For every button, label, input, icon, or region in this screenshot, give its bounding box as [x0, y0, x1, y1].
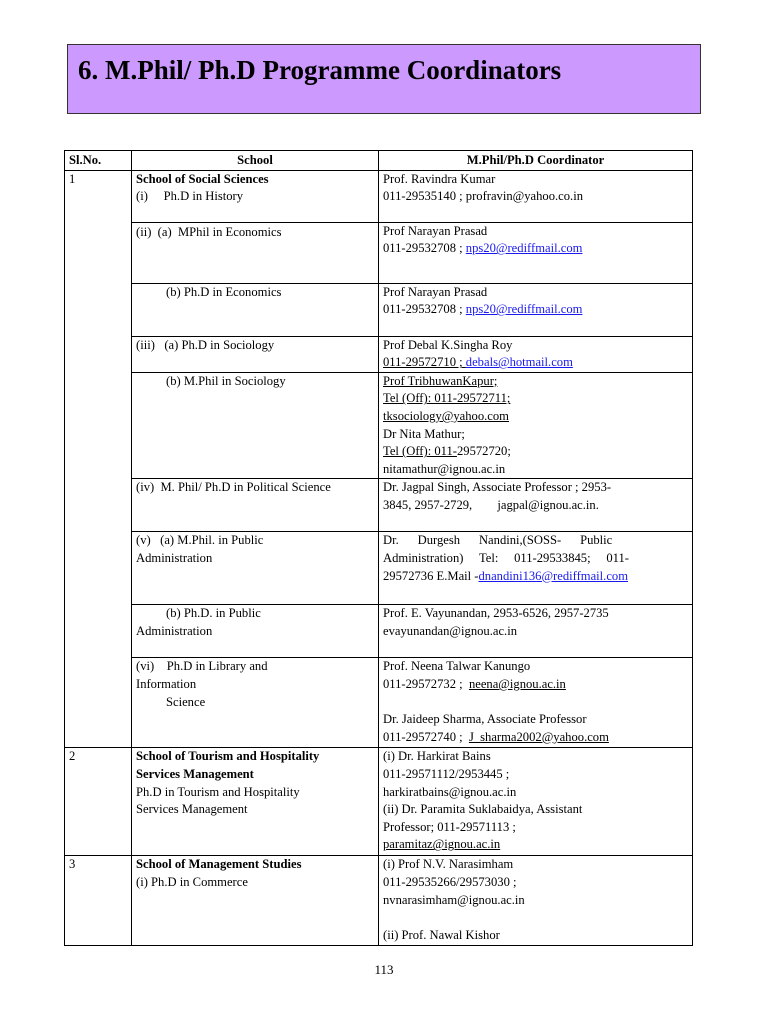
- table-row: [65, 283, 693, 336]
- phone-text: 011-29532708 ;: [383, 302, 466, 317]
- coordinator-cell: [379, 748, 693, 856]
- coordinator-cell: [379, 532, 693, 605]
- programme: Administration: [136, 623, 213, 638]
- programme: (ii) (a) MPhil in Economics: [136, 224, 282, 239]
- programme: Ph.D in Tourism and Hospitality: [136, 784, 300, 799]
- coordinator-cell: [379, 479, 693, 532]
- coordinator-email: nitamathur@ignou.ac.in: [383, 461, 506, 476]
- coordinator-cell: [379, 658, 693, 748]
- school-cell: [132, 532, 379, 605]
- coordinators-table: [64, 150, 693, 946]
- coordinator-email: evayunandan@ignou.ac.in: [383, 623, 517, 638]
- coordinator-name: Prof Narayan Prasad: [383, 223, 488, 238]
- programme: (b) M.Phil in Sociology: [166, 373, 286, 388]
- coordinator-cell: [379, 856, 693, 946]
- page-number: 113: [374, 962, 394, 977]
- coordinator-info: Administration) Tel: 011-29533845; 011-: [383, 550, 629, 565]
- coordinator-cell: [379, 336, 693, 372]
- coordinator-phone: Professor; 011-29571113 ;: [383, 819, 516, 834]
- school-cell: [132, 748, 379, 856]
- coordinator-contact: [383, 676, 688, 694]
- coordinator-info: Dr. Jagpal Singh, Associate Professor ; 2953-: [383, 480, 612, 495]
- coordinator-contact: 3845, 2957-2729, jagpal@ignou.ac.in.: [383, 497, 599, 512]
- table-row: [65, 479, 693, 532]
- table-header-row: [65, 151, 693, 171]
- coordinator-contact: [383, 354, 688, 372]
- school-cell: [132, 479, 379, 532]
- programme: (b) Ph.D. in Public: [166, 606, 261, 621]
- school-cell: [132, 856, 379, 946]
- header-slno: Sl.No.: [65, 151, 132, 171]
- school-cell: [132, 170, 379, 222]
- programme: Services Management: [136, 802, 248, 817]
- slno-cell: 3: [65, 856, 132, 946]
- table-row: [65, 372, 693, 479]
- school-cell: [132, 336, 379, 372]
- coordinator-name: Prof Narayan Prasad: [383, 284, 488, 299]
- table-row: [65, 222, 693, 283]
- table-row: [65, 658, 693, 748]
- programme: (b) Ph.D in Economics: [166, 284, 282, 299]
- coordinator-contact: [383, 301, 688, 319]
- programme: (v) (a) M.Phil. in Public: [136, 533, 264, 548]
- phone-text: 011-29572732 ;: [383, 676, 469, 691]
- coordinator-cell: [379, 605, 693, 658]
- coordinator-cell: [379, 372, 693, 479]
- header-coordinator: M.Phil/Ph.D Coordinator: [379, 151, 693, 171]
- programme: (vi) Ph.D in Library and: [136, 659, 268, 674]
- table-row: [65, 856, 693, 946]
- coordinator-name: (ii) Prof. Nawal Kishor: [383, 927, 500, 942]
- coordinator-phone: Tel (Off): 011-29572711;: [383, 391, 511, 406]
- coordinator-name: (i) Prof N.V. Narasimham: [383, 857, 514, 872]
- coordinator-name: Prof Debal K.Singha Roy: [383, 337, 513, 352]
- coordinator-name: Prof TribhuwanKapur;: [383, 373, 498, 388]
- school-name: School of Social Sciences: [136, 171, 269, 186]
- page-title: 6. M.Phil/ Ph.D Programme Coordinators: [78, 55, 562, 85]
- coordinator-info: Prof. E. Vayunandan, 2953-6526, 2957-2735: [383, 606, 609, 621]
- table-row: [65, 336, 693, 372]
- programme: Administration: [136, 550, 213, 565]
- coordinator-name: Dr. Jaideep Sharma, Associate Professor: [383, 712, 587, 727]
- school-cell: [132, 372, 379, 479]
- phone-text: 011-29572710 ;: [383, 355, 466, 370]
- spacer: [383, 909, 688, 927]
- school-cell: [132, 605, 379, 658]
- school-name: School of Management Studies: [136, 857, 302, 872]
- programme: Information: [136, 676, 197, 691]
- header-school: School: [132, 151, 379, 171]
- coordinator-email: tksociology@yahoo.com: [383, 408, 509, 423]
- school-cell: [132, 283, 379, 336]
- coordinator-contact: 011-29535140 ; profravin@yahoo.co.in: [383, 189, 583, 204]
- programme: (iii) (a) Ph.D in Sociology: [136, 337, 275, 352]
- coordinator-email: nvnarasimham@ignou.ac.in: [383, 892, 525, 907]
- email-link[interactable]: nps20@rediffmail.com: [465, 241, 583, 256]
- coordinator-email: paramitaz@ignou.ac.in: [383, 837, 501, 852]
- school-cell: [132, 222, 379, 283]
- school-name: Services Management: [136, 766, 254, 781]
- school-name: School of Tourism and Hospitality: [136, 749, 320, 764]
- email-link[interactable]: dnandini136@rediffmail.com: [478, 568, 629, 583]
- programme: (i) Ph.D in Commerce: [136, 874, 248, 889]
- phone-text: 011-29572740 ;: [383, 729, 469, 744]
- coordinator-cell: [379, 170, 693, 222]
- spacer: [383, 694, 688, 712]
- phone-text: 011-29532708 ;: [383, 241, 466, 256]
- table-row: [65, 532, 693, 605]
- coordinator-phone: [383, 443, 688, 461]
- programme: (iv) M. Phil/ Ph.D in Political Science: [136, 480, 331, 495]
- coordinator-cell: [379, 222, 693, 283]
- email-link[interactable]: debals@hotmail.com: [465, 355, 573, 370]
- programme: (i) Ph.D in History: [136, 189, 244, 204]
- programme: Science: [166, 694, 206, 709]
- phone-text: 29572720;: [456, 444, 511, 459]
- coordinator-name: (i) Dr. Harkirat Bains: [383, 749, 491, 764]
- slno-cell: 1: [65, 170, 132, 748]
- email-text: neena@ignou.ac.in: [468, 676, 566, 691]
- school-cell: [132, 658, 379, 748]
- coordinator-contact: [383, 729, 688, 747]
- coordinator-name: Prof. Neena Talwar Kanungo: [383, 659, 531, 674]
- coordinator-name: (ii) Dr. Paramita Suklabaidya, Assistant: [383, 802, 583, 817]
- coordinator-email: harkiratbains@ignou.ac.in: [383, 784, 517, 799]
- title-banner: [67, 44, 701, 114]
- coordinator-phone: 011-29535266/29573030 ;: [383, 874, 517, 889]
- coordinator-contact: [383, 568, 688, 586]
- email-link[interactable]: nps20@rediffmail.com: [465, 302, 583, 317]
- table-row: [65, 748, 693, 856]
- coordinator-info: Dr. Durgesh Nandini,(SOSS- Public: [383, 533, 613, 548]
- coordinator-contact: [383, 240, 688, 258]
- coordinator-name: Prof. Ravindra Kumar: [383, 171, 496, 186]
- phone-text: Tel (Off): 011-: [383, 444, 457, 459]
- table-row: [65, 605, 693, 658]
- coordinator-name: Dr Nita Mathur;: [383, 426, 465, 441]
- phone-text: 29572736 E.Mail -: [383, 568, 479, 583]
- table-row: [65, 170, 693, 222]
- coordinator-cell: [379, 283, 693, 336]
- coordinator-phone: 011-29571112/2953445 ;: [383, 766, 510, 781]
- email-text: J_sharma2002@yahoo.com: [468, 729, 609, 744]
- slno-cell: 2: [65, 748, 132, 856]
